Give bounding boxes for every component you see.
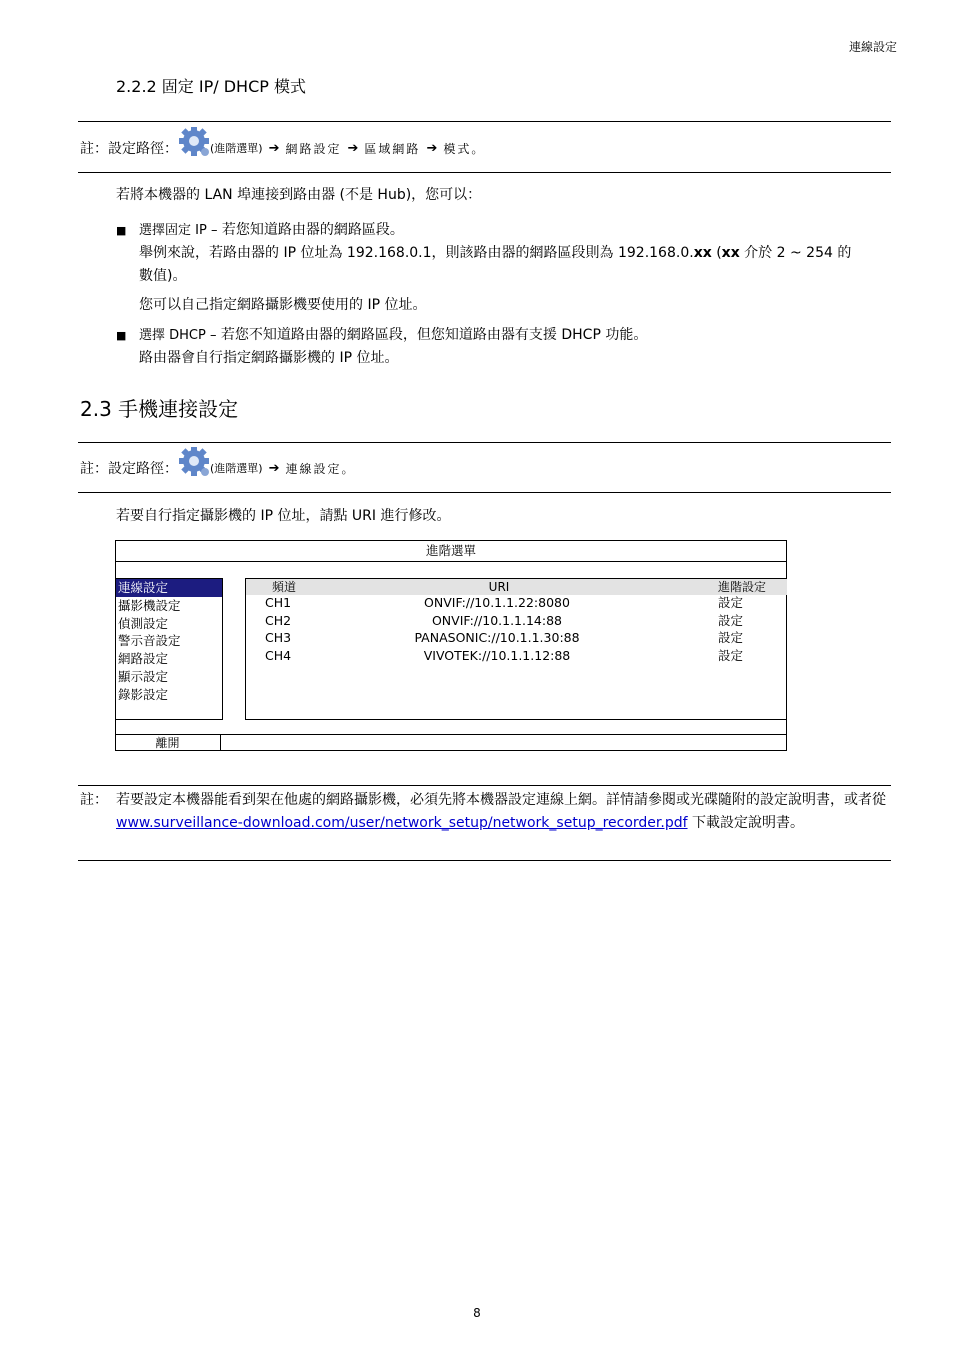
- note-text-part2: 下載設定說明書。: [687, 815, 804, 831]
- arrow-right-icon: ➔: [268, 460, 280, 476]
- static-ip-example: 舉例來說，若路由器的 IP 位址為 192.168.0.1，則該路由器的網路區段則為 192.168.0.: [139, 245, 694, 261]
- bullet-square-icon: ■: [116, 329, 127, 342]
- uri-intro-paragraph: 若要自行指定攝影機的 IP 位址，請點 URI 進行修改。: [116, 508, 451, 524]
- path-menu: (進階選單): [210, 142, 263, 155]
- column-channel: 頻道: [272, 580, 297, 594]
- download-link[interactable]: www.surveillance-download.com/user/network_setup/network_setup_recorder.pdf: [116, 815, 688, 831]
- intro-paragraph: 若將本機器的 LAN 埠連接到路由器 (不是 Hub)，您可以：: [116, 187, 482, 203]
- menu-item-camera[interactable]: 攝影機設定: [118, 597, 181, 613]
- xx-bold: xx: [693, 245, 712, 261]
- advanced-menu-window: [115, 540, 787, 751]
- note-text: [116, 789, 890, 835]
- path-step-connection: 連線設定。: [285, 461, 356, 476]
- static-ip-note: 您可以自己指定網路攝影機要使用的 IP 位址。: [139, 297, 427, 313]
- bullet-static-ip-prefix: 選擇固定 IP –: [139, 223, 218, 238]
- row-uri[interactable]: ONVIF://10.1.1.22:8080: [424, 595, 570, 610]
- path-step-lan: 區域網路: [364, 141, 421, 156]
- column-uri: URI: [488, 580, 510, 594]
- arrow-right-icon: ➔: [347, 140, 359, 156]
- row-advanced-setting[interactable]: 設定: [718, 595, 744, 610]
- settings-path-23: [80, 458, 356, 478]
- gear-icon: [178, 447, 210, 477]
- path-menu: (進階選單): [210, 462, 263, 475]
- row-advanced-setting[interactable]: 設定: [718, 613, 744, 628]
- note-text-part1: 若要設定本機器能看到架在他處的網路攝影機，必須先將本機器設定連線上網。詳情請參閱或光碟隨附的設定說明書，或者從: [116, 792, 886, 808]
- row-channel: CH4: [265, 648, 292, 663]
- menu-item-display[interactable]: 顯示設定: [118, 668, 169, 684]
- column-advanced: 進階設定: [718, 580, 767, 594]
- path-step-mode: 模式。: [443, 141, 486, 156]
- table-header: [246, 579, 787, 595]
- arrow-right-icon: ➔: [426, 140, 438, 156]
- settings-path-222: [80, 138, 485, 158]
- menu-item-record[interactable]: 錄影設定: [118, 686, 169, 702]
- menu-item-network[interactable]: 網路設定: [118, 651, 169, 667]
- path-step-network: 網路設定: [285, 141, 342, 156]
- running-header: 連線設定: [848, 40, 897, 54]
- bullet-dhcp: [139, 324, 891, 370]
- gear-icon: [178, 127, 210, 157]
- menu-item-connection[interactable]: 連線設定: [116, 579, 222, 597]
- menu-item-detection[interactable]: 偵測設定: [118, 615, 169, 631]
- path-label: 註：設定路徑：: [80, 461, 178, 477]
- divider: [78, 860, 891, 861]
- divider: [78, 492, 891, 493]
- row-channel: CH1: [265, 595, 292, 610]
- row-uri[interactable]: PANASONIC://10.1.1.30:88: [414, 630, 580, 645]
- section-2-3-title: 2.3 手機連接設定: [80, 397, 239, 421]
- row-uri[interactable]: VIVOTEK://10.1.1.12:88: [423, 648, 571, 663]
- static-ip-example-end: 數值)。: [139, 268, 187, 284]
- row-channel: CH3: [265, 630, 292, 645]
- divider: [78, 785, 891, 786]
- exit-button[interactable]: 離開: [115, 735, 221, 751]
- xx-bold: xx: [721, 245, 740, 261]
- dhcp-note: 路由器會自行指定網路攝影機的 IP 位址。: [139, 350, 399, 366]
- window-bottom-bar: [115, 734, 786, 751]
- bullet-static-ip: [139, 219, 891, 317]
- divider: [78, 172, 891, 173]
- static-ip-example-tail: 介於 2 ~ 254 的: [739, 245, 852, 261]
- channel-table: [245, 578, 787, 720]
- divider: [78, 121, 891, 122]
- page-number: 8: [473, 1306, 481, 1320]
- bullet-dhcp-text: 若您不知道路由器的網路區段，但您知道路由器有支援 DHCP 功能。: [220, 327, 648, 343]
- menu-item-alert[interactable]: 警示音設定: [118, 633, 181, 649]
- divider: [78, 442, 891, 443]
- arrow-right-icon: ➔: [268, 140, 280, 156]
- side-menu: [115, 578, 223, 720]
- row-advanced-setting[interactable]: 設定: [718, 648, 744, 663]
- note-label: 註：: [80, 792, 108, 808]
- row-advanced-setting[interactable]: 設定: [718, 630, 744, 645]
- path-label: 註：設定路徑：: [80, 141, 178, 157]
- static-ip-example-mid: (: [711, 245, 722, 261]
- row-channel: CH2: [265, 613, 292, 628]
- bullet-static-ip-text: 若您知道路由器的網路區段。: [221, 222, 404, 238]
- bullet-dhcp-prefix: 選擇 DHCP –: [139, 328, 217, 343]
- window-title: 進階選單: [116, 541, 786, 562]
- section-2-2-2-title: 2.2.2 固定 IP/ DHCP 模式: [116, 77, 306, 96]
- row-uri[interactable]: ONVIF://10.1.1.14:88: [431, 613, 563, 628]
- bullet-square-icon: ■: [116, 224, 127, 237]
